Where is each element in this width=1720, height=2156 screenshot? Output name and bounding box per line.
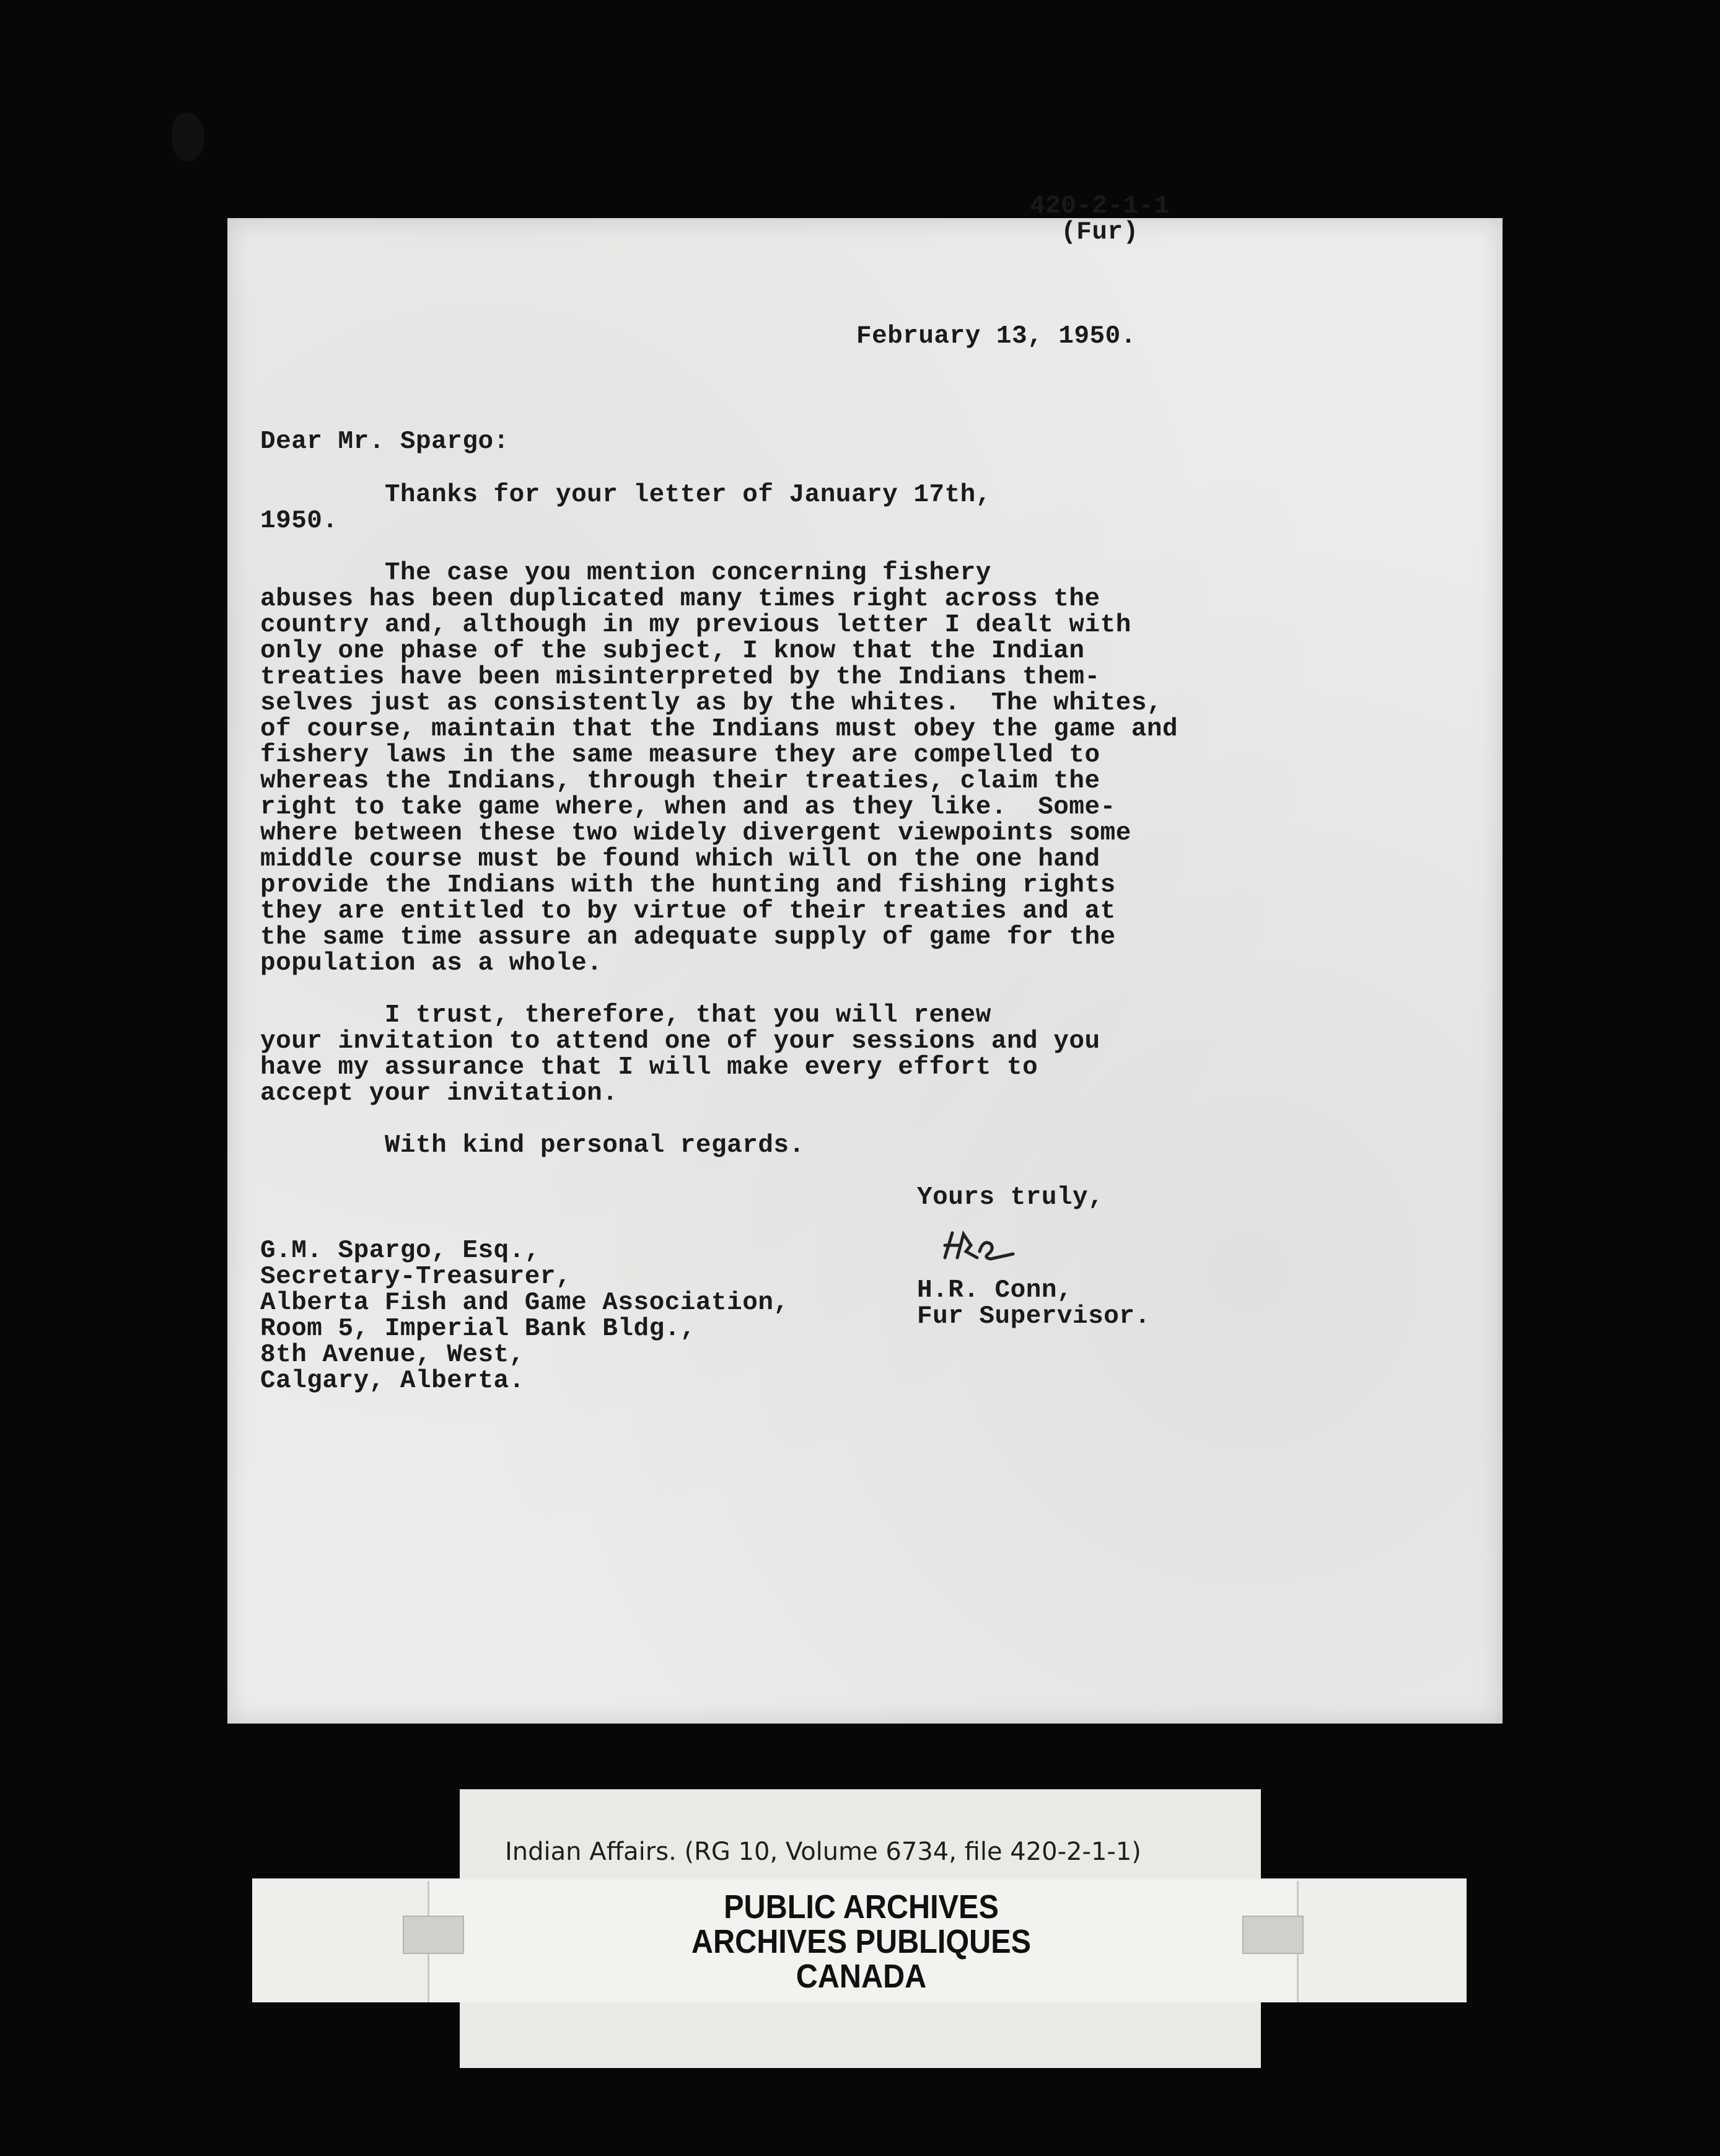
signer-block xyxy=(917,1277,1151,1330)
letter-body xyxy=(260,482,1178,1159)
stamp-line: CANADA xyxy=(796,1958,927,1995)
signer-title: Fur Supervisor. xyxy=(917,1302,1151,1331)
signer-name: H.R. Conn, xyxy=(917,1276,1073,1305)
paragraph: The case you mention concerning fishery abuses has been duplicated many times right across the country and, although in my previous letter I dealt with only one phase of the subject, I know that the Indian treaties have been misinterpreted by the Indians them- selves just as consistently as by the whites. The whites, of course, maintain that the Indians must obey the game and fishery laws in the same measure they are compelled to whereas the Indians, through their treaties, claim the right to take game where, when and as they like. Some- where between these two widely divergent viewpoints some middle course must be found which will on the one hand provide the Indians with the hunting and fishing rights they are entitled to by virtue of their treaties and at the same time assure an adequate supply of game for the population as a whole. xyxy=(260,559,1178,978)
stamp-line: PUBLIC ARCHIVES xyxy=(724,1888,999,1926)
handwritten-signature xyxy=(939,1227,1025,1264)
closing: Yours truly, xyxy=(917,1183,1104,1212)
clip-left xyxy=(403,1916,464,1954)
paragraph: With kind personal regards. xyxy=(260,1131,805,1160)
paragraph: I trust, therefore, that you will renew your invitation to attend one of your sessions and you have my assurance that I will make every effort to accept your invitation. xyxy=(260,1001,1100,1108)
salutation: Dear Mr. Spargo: xyxy=(260,427,509,456)
recipient-address: G.M. Spargo, Esq., Secretary-Treasurer, Alberta Fish and Game Association, Room 5, Imperial Bank Bldg., 8th Avenue, West, Calgary, Alberta. xyxy=(260,1237,789,1395)
stamp-line: ARCHIVES PUBLIQUES xyxy=(691,1923,1032,1960)
archive-citation: Indian Affairs. (RG 10, Volume 6734, file 420-2-1-1) xyxy=(505,1838,1141,1866)
archive-stamp xyxy=(558,1890,1165,1994)
file-reference: 420-2-1-1 (Fur) xyxy=(1030,192,1170,247)
ink-blot xyxy=(172,113,204,161)
paragraph: Thanks for your letter of January 17th, 1950. xyxy=(260,481,991,535)
clip-right xyxy=(1242,1916,1304,1954)
letter-date: February 13, 1950. xyxy=(856,322,1136,351)
